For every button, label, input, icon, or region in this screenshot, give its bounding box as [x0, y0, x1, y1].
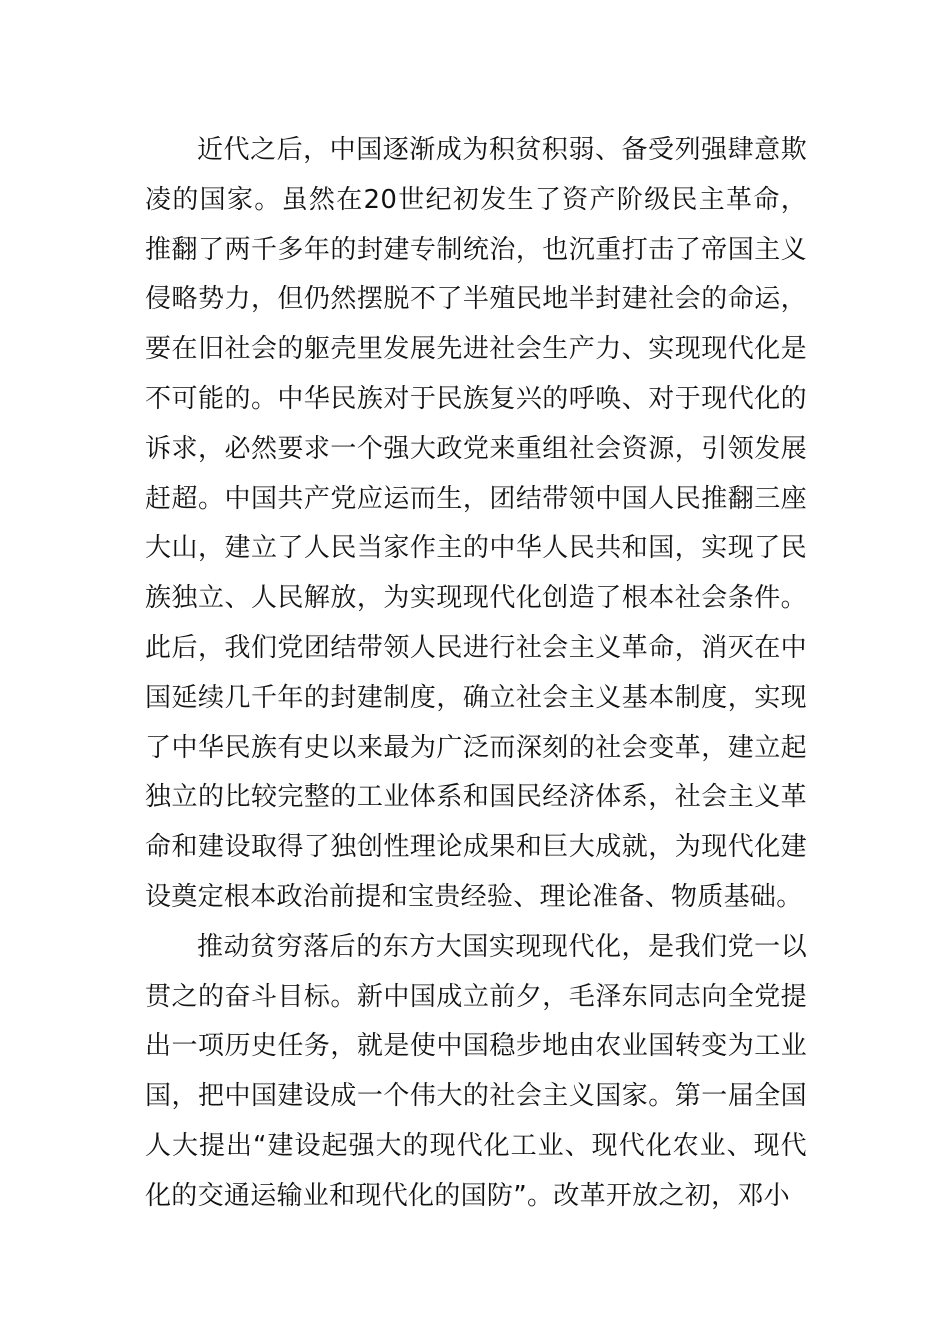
paragraph: 近代之后，中国逐渐成为积贫积弱、备受列强肆意欺凌的国家。虽然在20世纪初发生了资产阶级民主革命，推翻了两千多年的封建专制统治，也沉重打击了帝国主义侵略势力，但仍然摆脱不了半殖民地半封建社会的命运，要在旧社会的躯壳里发展先进社会生产力、实现现代化是不可能的。中华民族对于民族复兴的呼唤、对于现代化的诉求，必然要求一个强大政党来重组社会资源，引领发展赶超。中国共产党应运而生，团结带领中国人民推翻三座大山，建立了人民当家作主的中华人民共和国，实现了民族独立、人民解放，为实现现代化创造了根本社会条件。此后，我们党团结带领人民进行社会主义革命，消灭在中国延续几千年的封建制度，确立社会主义基本制度，实现了中华民族有史以来最为广泛而深刻的社会变革，建立起独立的比较完整的工业体系和国民经济体系，社会主义革命和建设取得了独创性理论成果和巨大成就，为现代化建设奠定根本政治前提和宝贵经验、理论准备、物质基础。 [145, 135, 807, 912]
paragraph: 推动贫穷落后的东方大国实现现代化，是我们党一以贯之的奋斗目标。新中国成立前夕，毛泽东同志向全党提出一项历史任务，就是使中国稳步地由农业国转变为工业国，把中国建设成一个伟大的社会主义国家。第一届全国人大提出“建设起强大的现代化工业、现代化农业、现代化的交通运输业和现代化的国防”。改革开放之初，邓小 [145, 931, 807, 1211]
document-body [145, 126, 807, 1222]
